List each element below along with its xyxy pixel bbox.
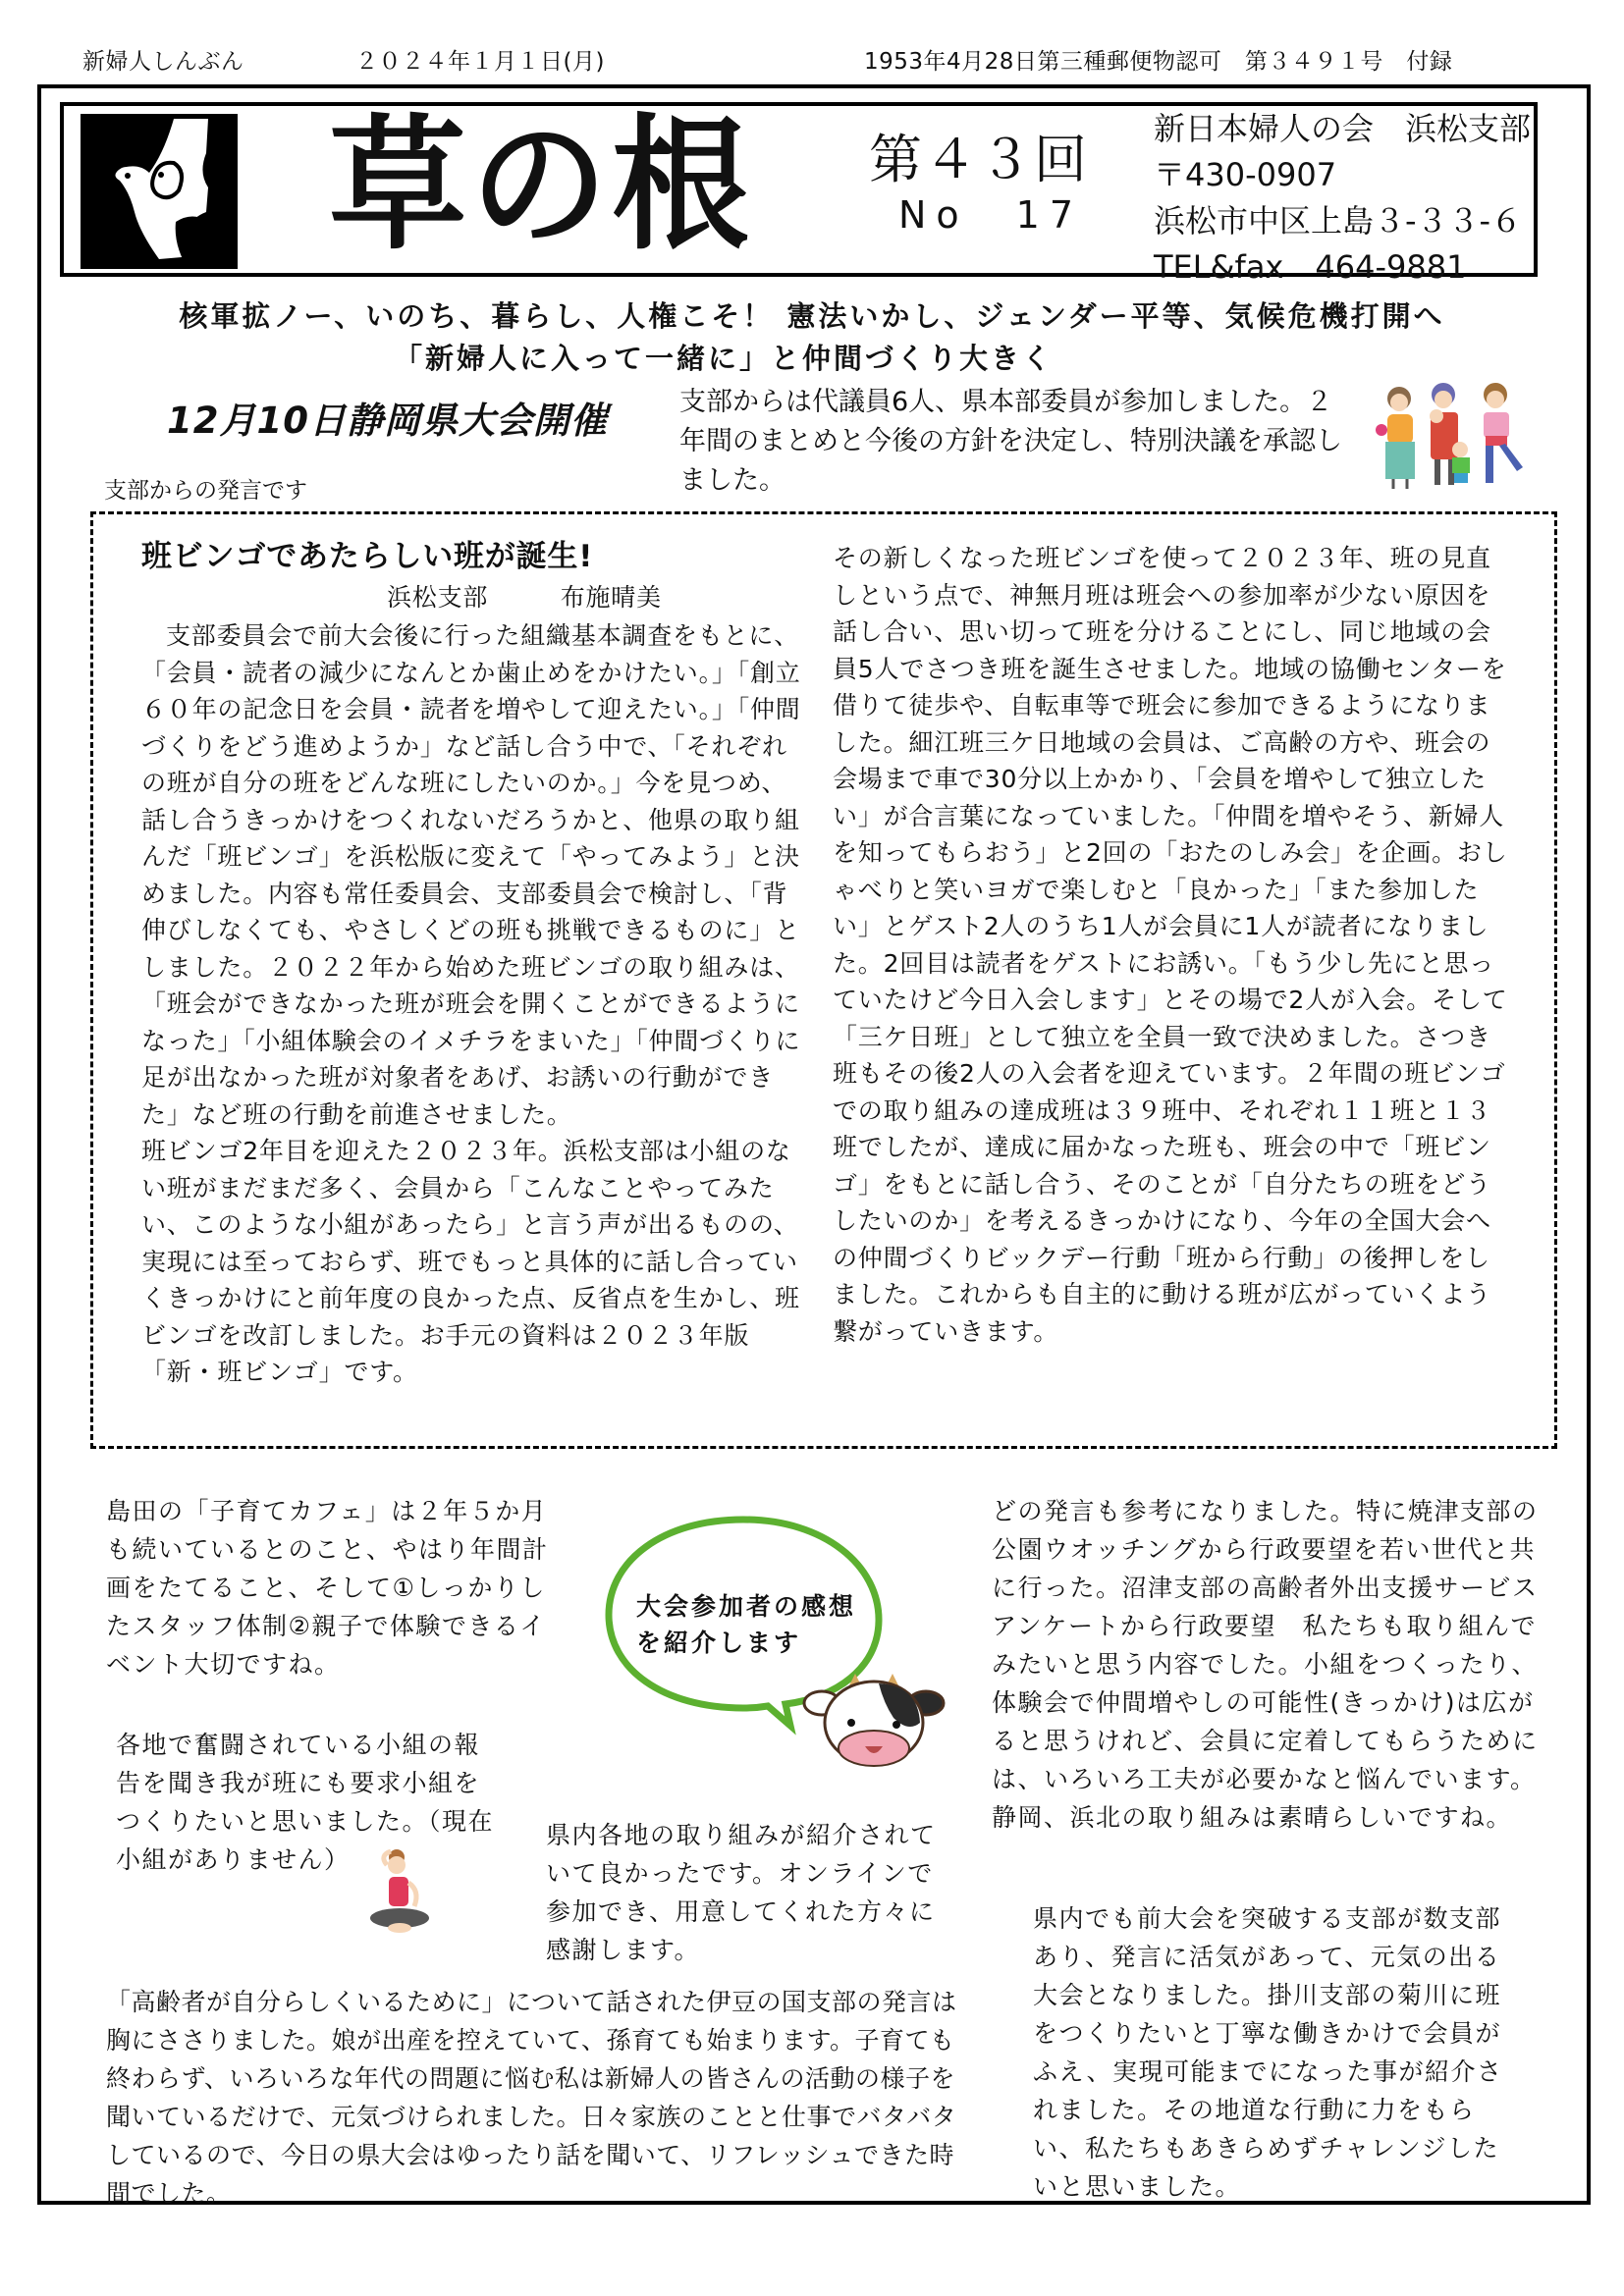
impression-comment: 「高齢者が自分らしくいるために」について話された伊豆の国支部の発言は胸にささりました。娘が出産を控えていて、孫育ても始まります。子育ても終わらず、いろいろな年代の問題に悩む私は新婦人の皆さんの活動の様子を聞いているだけで、元気づけられました。日々家族のことと仕事でバタバタしているので、今日の県大会はゆったり話を聞いて、リフレッシュできた時間でした。 [106,1988,957,2208]
issue-number: 第４３回 [869,129,1089,190]
article-byline [141,582,809,614]
intro-label: 支部からの発言です [104,478,307,504]
slogan-line-1: 核軍拡ノー、いのち、暮らし、人権こそ！ 憲法いかし、ジェンダー平等、気候危機打開へ [179,299,1445,333]
publication-date: ２０２４年１月１日(月) [355,49,605,75]
article-paragraph: その新しくなった班ビンゴを使って２０２３年、班の見直しという点で、神無月班は班会への参加率が少ない原因を話し合い、思い切って班を分けることにし、同じ地域の会員5人でさつき班を誕生させました。地域の協働センターを借りて徒歩や、自転車等で班会に参加できるようになりました。細江班三ケ日地域の会員は、ご高齢の方や、班会の会場まで車で30分以上かかり、「会員を増やして独立したい」が合言葉になっていました。「仲間を増やそう、新婦人を知ってもらおう」と2回の「おたのしみ会」を企画。おしゃべりと笑いヨガで楽しむと「良かった」「また参加したい」とゲスト2人のうち1人が会員に1人が読者になりました。2回目は読者をゲストにお誘い。「もう少し先にと思っていたけど今日入会します」とその場で2人が入会。そして「三ケ日班」として独立を全員一致で決めました。さつき班もその後2人の入会者を迎えています。２年間の班ビンゴでの取り組みの達成班は３９班中、それぞれ１１班と１３班でしたが、達成に届かなった班も、班会の中で「班ビンゴ」をもとに話し合う、そのことが「自分たちの班をどうしたいのか」を考えるきっかけになり、今年の全国大会への仲間づくりビックデー行動「班から行動」の後押しをしました。これからも自主的に動ける班が広がっていくよう繋がっていきます。 [833,544,1508,1346]
dove-bird-logo-icon [81,114,238,269]
article-paragraph: 班ビンゴ2年目を迎えた２０２３年。浜松支部は小組のない班がまだまだ多く、会員から「こんなことやってみたい、このような小組があったら」と言う声が出るものの、実現には至っておらず、班でもっと具体的に話し合っていくきっかけにと前年度の良かった点、反省点を生かし、班ビンゴを改訂しました。お手元の資料は２０２３年版「新・班ビンゴ」です。 [141,1137,800,1386]
article-author: 布施晴美 [560,583,662,612]
yoga-woman-illustration-icon [365,1847,434,1941]
serial-number: No 17 [898,193,1084,237]
family-illustration-icon [1370,381,1537,494]
org-postal: 〒430-0907 [1154,156,1337,193]
postal-permit: 1953年4月28日第三種郵便物認可 第３４９１号 付録 [864,49,1453,75]
impression-comment: 島田の「子育てカフェ」は２年５か月も続いているとのこと、やはり年間計画をたてること、そして①しっかりしたスタッフ体制②親子で体験できるイベント大切ですね。 [106,1497,549,1679]
impression-comment: 県内各地の取り組みが紹介されていて良かったです。オンラインで参加でき、用意してくれた方々に感謝します。 [546,1821,937,1964]
cow-mascot-icon [800,1674,947,1777]
bubble-caption: 大会参加者の感想を紹介します [636,1592,857,1657]
impression-comment: どの発言も参考になりました。特に焼津支部の公園ウオッチングから行政要望を若い世代と共に行った。沼津支部の高齢者外出支援サービスアンケートから行政要望 私たちも取り組んでみたいと思う内容でした。小組をつくったり、体験会で仲間増やしの可能性(きっかけ)は広がると思うけれど、会員に定着してもらうためには、いろいろ工夫が必要かなと悩んでいます。静岡、浜北の取り組みは素晴らしいですね。 [992,1497,1539,1832]
publication-name: 新婦人しんぶん [82,49,244,75]
newsletter-title: 草の根 [329,101,754,271]
article-column-right [833,540,1510,1350]
org-info [1154,106,1531,291]
masthead [60,101,1538,286]
org-name: 新日本婦人の会 浜松支部 [1154,110,1532,147]
org-tel: TEL&fax 464-9881 [1154,248,1467,286]
org-address: 浜松市中区上島３-３３-６ [1154,202,1523,240]
article-title: 班ビンゴであたらしい班が誕生! [141,539,594,574]
article-branch: 浜松支部 [387,583,489,612]
article-paragraph: 支部委員会で前大会後に行った組織基本調査をもとに、「会員・読者の減少になんとか歯止めをかけたい。」「創立６０年の記念日を会員・読者を増やして迎えたい。」「仲間づくりをどう進めようか」など話し合う中で、「それぞれの班が自分の班をどんな班にしたいのか。」今を見つめ、話し合うきっかけをつくれないだろうかと、他県の取り組んだ「班ビンゴ」を浜松版に変えて「やってみよう」と決めました。内容も常任委員会、支部委員会で検討し、「背伸びしなくても、やさしくどの班も挑戦できるものに」としました。２０２２年から始めた班ビンゴの取り組みは、「班会ができなかった班が班会を開くことができるようになった」「小組体験会のイメチラをまいた」「仲間づくりに足が出なかった班が対象者をあげ、お誘いの行動ができた」など班の行動を前進させました。 [141,621,801,1129]
article-column-left [141,535,809,1391]
event-description: 支部からは代議員6人、県本部委員が参加しました。２年間のまとめと今後の方針を決定し、特別決議を承認しました。 [679,387,1342,496]
event-title: 12月10日静岡県大会開催 [167,400,608,442]
impression-comment: 県内でも前大会を突破する支部が数支部あり、発言に活気があって、元気の出る大会となりました。掛川支部の菊川に班をつくりたいと丁寧な働きかけで会員がふえ、実現可能までになった事が紹介されました。その地道な行動に力をもらい、私たちもあきらめずチャレンジしたいと思いました。 [1033,1904,1503,2201]
impression-comment: 各地で奮闘されている小組の報告を聞き我が班にも要求小組をつくりたいと思いました。（現在小組がありません） [116,1731,495,1874]
bubble-text [636,1588,862,1661]
slogan-line-2: 「新婦人に入って一緒に」と仲間づくり大きく [393,342,1054,375]
